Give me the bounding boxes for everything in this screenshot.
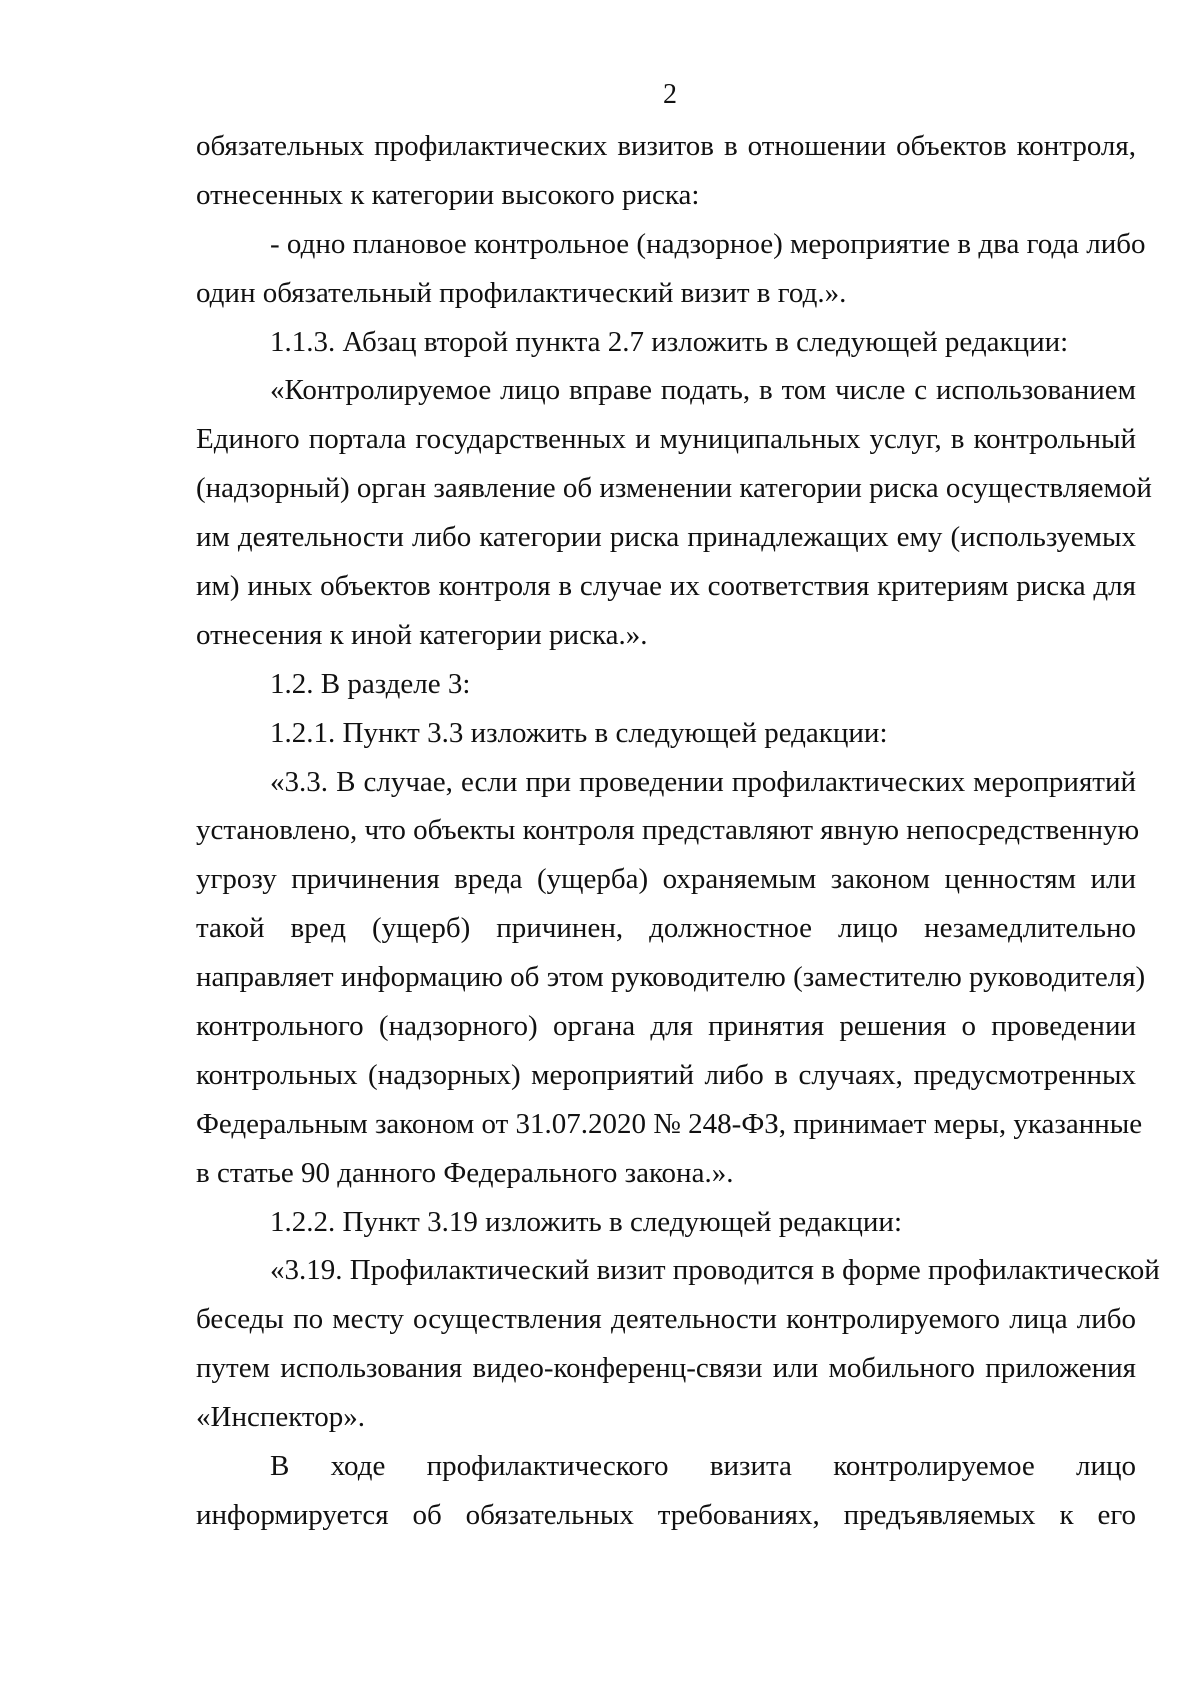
- text-line: Единого портала государственных и муниципальных услуг, в контрольный: [196, 423, 1136, 456]
- text-line: В ходе профилактического визита контролируемое лицо: [270, 1450, 1136, 1483]
- text-line: им деятельности либо категории риска принадлежащих ему (используемых: [196, 521, 1136, 554]
- text-line: отнесения к иной категории риска.».: [196, 618, 648, 651]
- document-body: [196, 122, 1160, 1540]
- text-line: (надзорный) орган заявление об изменении категории риска осуществляемой: [196, 472, 1152, 505]
- text-line: «3.19. Профилактический визит проводится в форме профилактической: [270, 1254, 1160, 1287]
- text-line: угрозу причинения вреда (ущерба) охраняемым законом ценностям или: [196, 863, 1136, 896]
- text-line: им) иных объектов контроля в случае их соответствия критериям риска для: [196, 570, 1136, 603]
- text-line: такой вред (ущерб) причинен, должностное лицо незамедлительно: [196, 912, 1136, 945]
- text-line: «Инспектор».: [196, 1401, 365, 1434]
- text-line: установлено, что объекты контроля представляют явную непосредственную: [196, 814, 1140, 847]
- text-line: «Контролируемое лицо вправе подать, в том числе с использованием: [270, 374, 1136, 407]
- text-line: один обязательный профилактический визит в год.».: [196, 276, 847, 309]
- text-line: обязательных профилактических визитов в отношении объектов контроля,: [196, 130, 1136, 162]
- text-line: отнесенных к категории высокого риска:: [196, 178, 700, 211]
- text-line: Федеральным законом от 31.07.2020 № 248-ФЗ, принимает меры, указанные: [196, 1107, 1143, 1140]
- text-line: в статье 90 данного Федерального закона.».: [196, 1156, 734, 1189]
- text-line: беседы по месту осуществления деятельности контролируемого лица либо: [196, 1303, 1136, 1336]
- text-line: 1.2. В разделе 3:: [270, 667, 471, 700]
- page-number: 2: [663, 79, 677, 110]
- text-line: 1.1.3. Абзац второй пункта 2.7 изложить в следующей редакции:: [270, 325, 1069, 358]
- text-line: - одно плановое контрольное (надзорное) мероприятие в два года либо: [270, 227, 1146, 260]
- text-line: 1.2.1. Пункт 3.3 изложить в следующей редакции:: [270, 716, 888, 749]
- text-line: направляет информацию об этом руководителю (заместителю руководителя): [196, 961, 1146, 994]
- text-line: путем использования видео-конференц-связи или мобильного приложения: [196, 1352, 1136, 1385]
- text-line: контрольных (надзорных) мероприятий либо в случаях, предусмотренных: [196, 1058, 1136, 1091]
- text-line: контрольного (надзорного) органа для принятия решения о проведении: [196, 1010, 1136, 1043]
- text-line: «3.3. В случае, если при проведении профилактических мероприятий: [270, 765, 1136, 798]
- text-line: 1.2.2. Пункт 3.19 изложить в следующей редакции:: [270, 1205, 903, 1238]
- text-line: информируется об обязательных требованиях, предъявляемых к его: [196, 1498, 1136, 1531]
